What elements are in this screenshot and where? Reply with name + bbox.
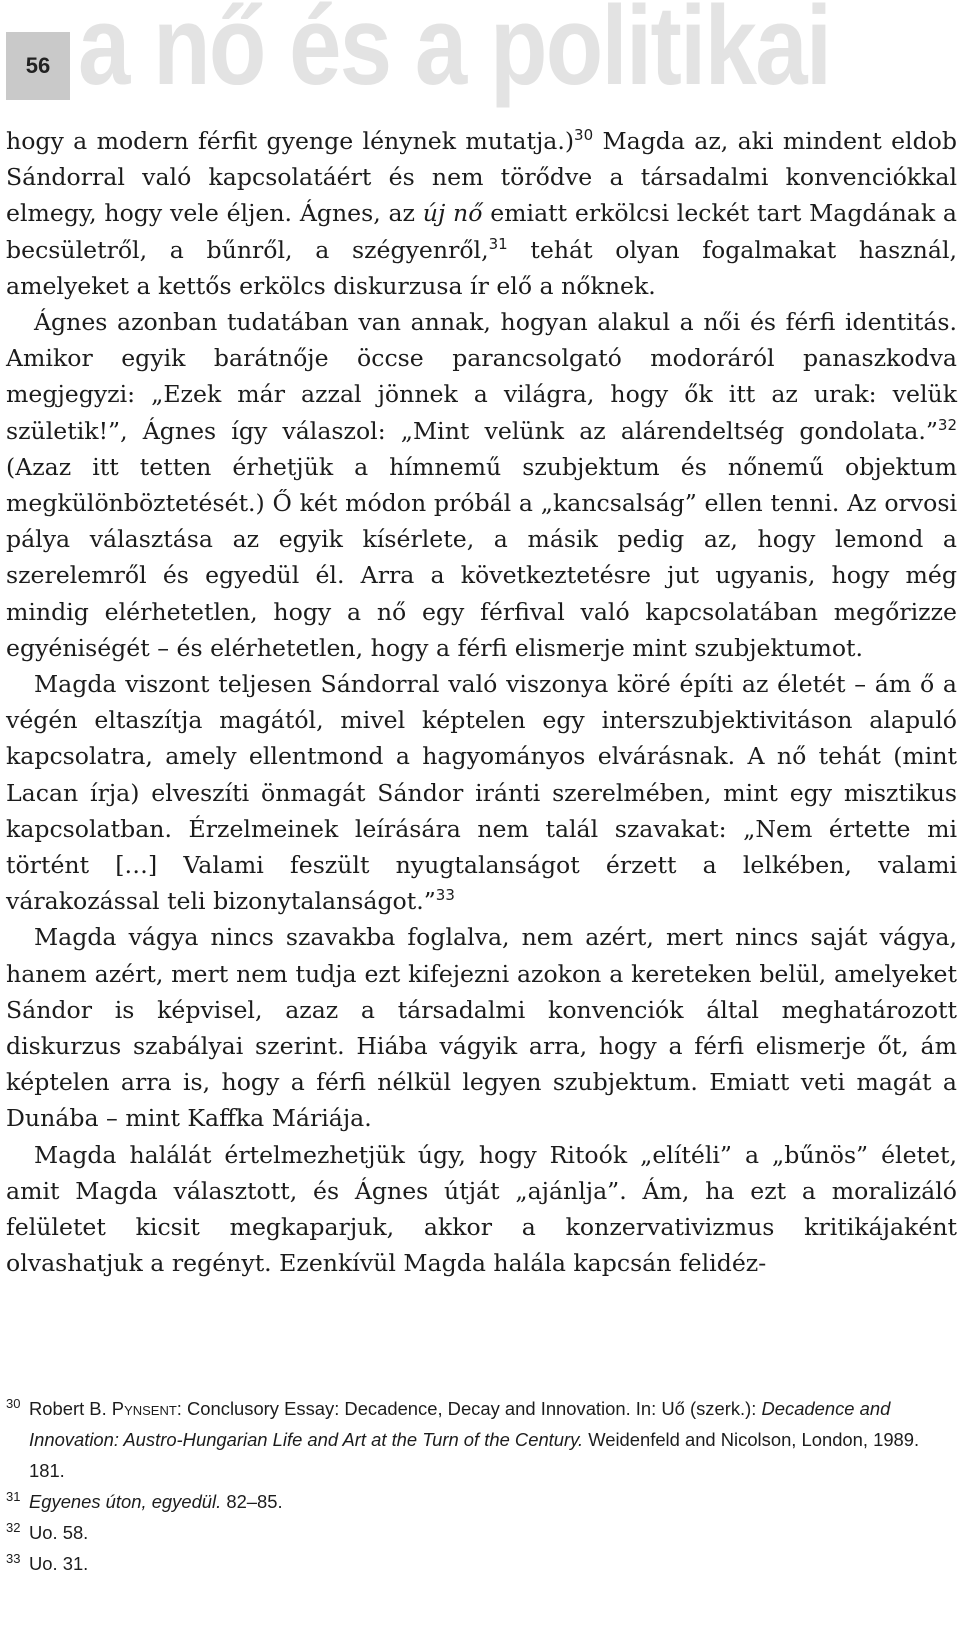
text-run: Robert B. xyxy=(29,1398,112,1419)
footnote-ref: 31 xyxy=(488,234,508,253)
footnote-number: 31 xyxy=(6,1489,21,1504)
text-run: Weidenfeld and Nicolson, London, 1989. 181. xyxy=(29,1429,920,1481)
text-run: Ágnes azonban tudatában van annak, hogyan alakul a női és férfi identitás. Amikor egyik barátnője öccse parancsolgató modoráról panaszkodva megjegyzi: „Ezek már azzal jönnek a világra, hogy ők itt az urak: velük születik!”, Ágnes így válaszol: „Mint velünk az alárendeltség gondolata.” xyxy=(6,308,957,445)
footnote-number: 30 xyxy=(6,1396,21,1411)
footnote-number: 33 xyxy=(6,1551,21,1566)
text-run: : Conclusory Essay: Decadence, Decay and Innovation. In: Uő (szerk.): xyxy=(176,1398,762,1419)
text-run: 82–85. xyxy=(221,1491,283,1512)
text-run: hogy a modern férfit gyenge lénynek mutatja.) xyxy=(6,127,575,155)
text-run: Magda halálát értelmezhetjük úgy, hogy Ritoók „elítéli” a „bűnös” életet, amit Magda választott, és Ágnes útját „ajánlja”. Ám, ha ezt a moralizáló felületet kicsit megkaparjuk, akkor a konzervativizmus kritikájaként olvashatjuk a regényt. Ezenkívül Magda halála kapcsán felidéz- xyxy=(6,1140,957,1278)
footnote-ref: 30 xyxy=(574,126,594,144)
footnote xyxy=(6,1548,956,1579)
footnotes xyxy=(6,1393,956,1579)
text-run: Magda viszont teljesen Sándorral való viszonya köré építi az életét – ám ő a végén eltaszítja magától, mivel képtelen egy interszubjektivitáson alapuló kapcsolatra, amely ellentmond a hagyományos elvárásnak. A nő tehát (mint Lacan írja) elveszíti önmagát Sándor iránti szerelmében, mint egy misztikus kapcsolatban. Érzelmeinek leírására nem talál szavakat: „Nem értette mi történt […] Valami feszült nyugtalanságot érzett a lelkében, valami várakozással teli bizonytalanságot.” xyxy=(6,670,957,916)
footnote xyxy=(6,1393,956,1486)
footnote xyxy=(6,1517,956,1548)
running-title: a nő és a politikai xyxy=(78,0,831,108)
author-name: Pynsent xyxy=(111,1398,177,1419)
text-run: Magda az, aki mindent eldob Sándorral való kapcsolatáért és nem törődve a társadalmi konvenciókkal elmegy, hogy vele éljen. Ágnes, az xyxy=(6,127,957,228)
paragraph xyxy=(6,919,957,1136)
italic-text: Decadence and Innovation: Austro-Hungarian Life and Art at the Turn of the Century. xyxy=(29,1398,891,1450)
text-run: Uo. 31. xyxy=(29,1553,89,1574)
text-run: emiatt erkölcsi leckét tart Magdának a becsületről, a bűnről, a szégyenről, xyxy=(6,199,957,264)
body-text xyxy=(6,123,957,1282)
paragraph xyxy=(6,1137,957,1282)
text-run: Uo. 58. xyxy=(29,1522,89,1543)
text-run: Magda vágya nincs szavakba foglalva, nem azért, mert nincs saját vágya, hanem azért, mert nem tudja ezt kifejezni azokon a kereteken belül, amelyeket Sándor is képvisel, azaz a társadalmi konvenciók által meghatározott diskurzus szabályai szerint. Hiába vágyik arra, hogy a férfi elismerje őt, ám képtelen arra is, hogy a férfi nélkül legyen szubjektum. Emiatt veti magát a Dunába – mint Kaffka Máriája. xyxy=(6,923,957,1133)
footnote-number: 32 xyxy=(6,1520,21,1535)
page-header xyxy=(0,0,960,120)
text-run: tehát olyan fogalmakat használ, amelyeket a kettős erkölcs diskurzusa ír elő a nőknek. xyxy=(6,235,957,300)
paragraph xyxy=(6,123,957,304)
italic-text: Egyenes úton, egyedül. xyxy=(29,1491,222,1512)
paragraph xyxy=(6,666,957,919)
italic-text: új nő xyxy=(422,199,483,228)
page-number: 56 xyxy=(6,32,70,100)
footnote-ref: 32 xyxy=(937,415,957,434)
footnote xyxy=(6,1486,956,1517)
paragraph xyxy=(6,304,957,666)
footnote-ref: 33 xyxy=(435,886,455,905)
text-run: (Azaz itt tetten érhetjük a hímnemű szubjektum és nőnemű objektum megkülönböztetését.) Ő két módon próbál a „kancsalság” ellen tenni. Az orvosi pálya választása az egyik kísérlete, a másik pedig az, hogy lemond a szerelemről és egyedül él. Arra a következtetésre jut ugyanis, hogy még mindig elérhetetlen, hogy a nő egy férfival való kapcsolatában megőrizze egyéniségét – és elérhetetlen, hogy a férfi elismerje mint szubjektumot. xyxy=(6,452,957,662)
